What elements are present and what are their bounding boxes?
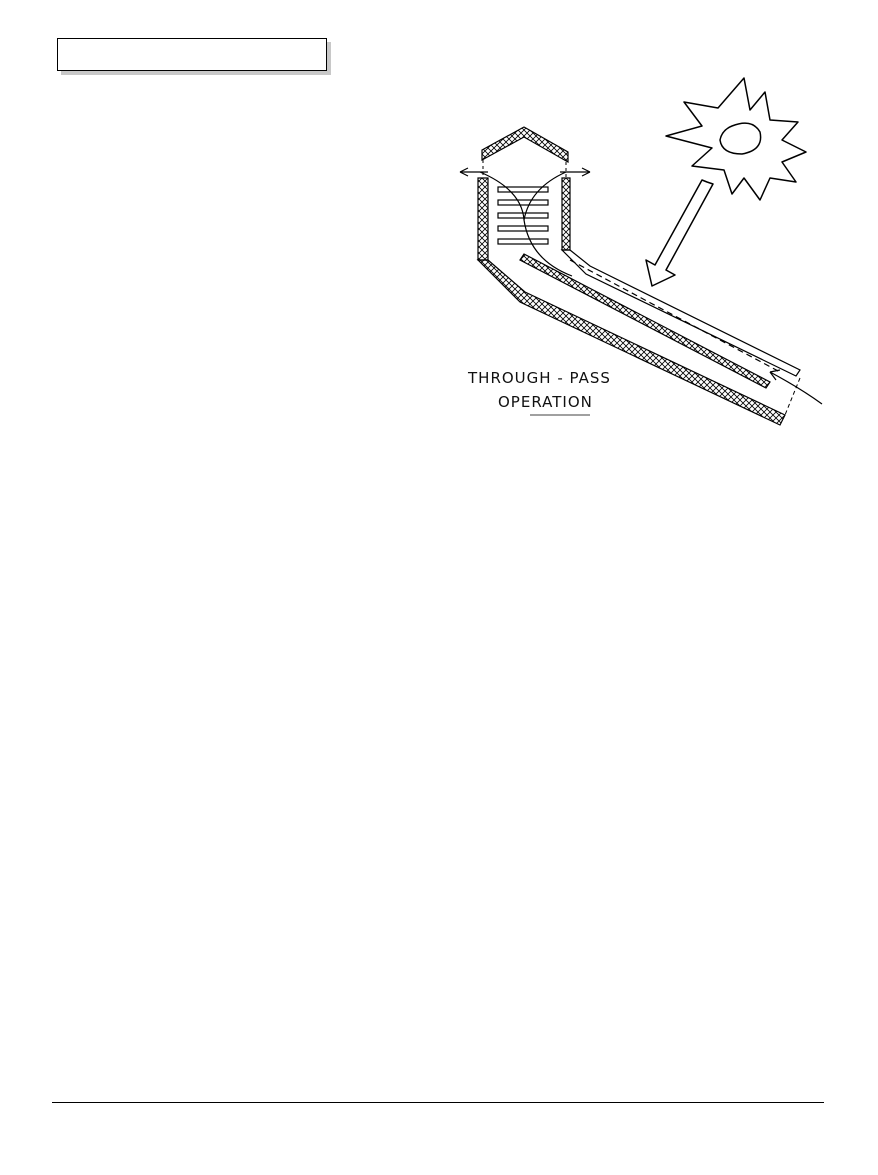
solar-ray-arrow-icon (646, 180, 713, 286)
caption-line-2: OPERATION (498, 393, 593, 411)
absorber-plate (520, 254, 770, 388)
vent-openings (483, 160, 566, 178)
footer-rule (52, 1102, 824, 1103)
chamber-roof (482, 127, 568, 162)
collector-upper-wall (562, 250, 800, 376)
solar-dryer-diagram (440, 70, 840, 430)
sun-icon (666, 78, 806, 200)
chamber-left-wall (478, 178, 488, 260)
chamber-right-wall (562, 178, 570, 250)
caption-line-1: THROUGH - PASS (468, 369, 611, 387)
section-header-box (57, 38, 327, 71)
